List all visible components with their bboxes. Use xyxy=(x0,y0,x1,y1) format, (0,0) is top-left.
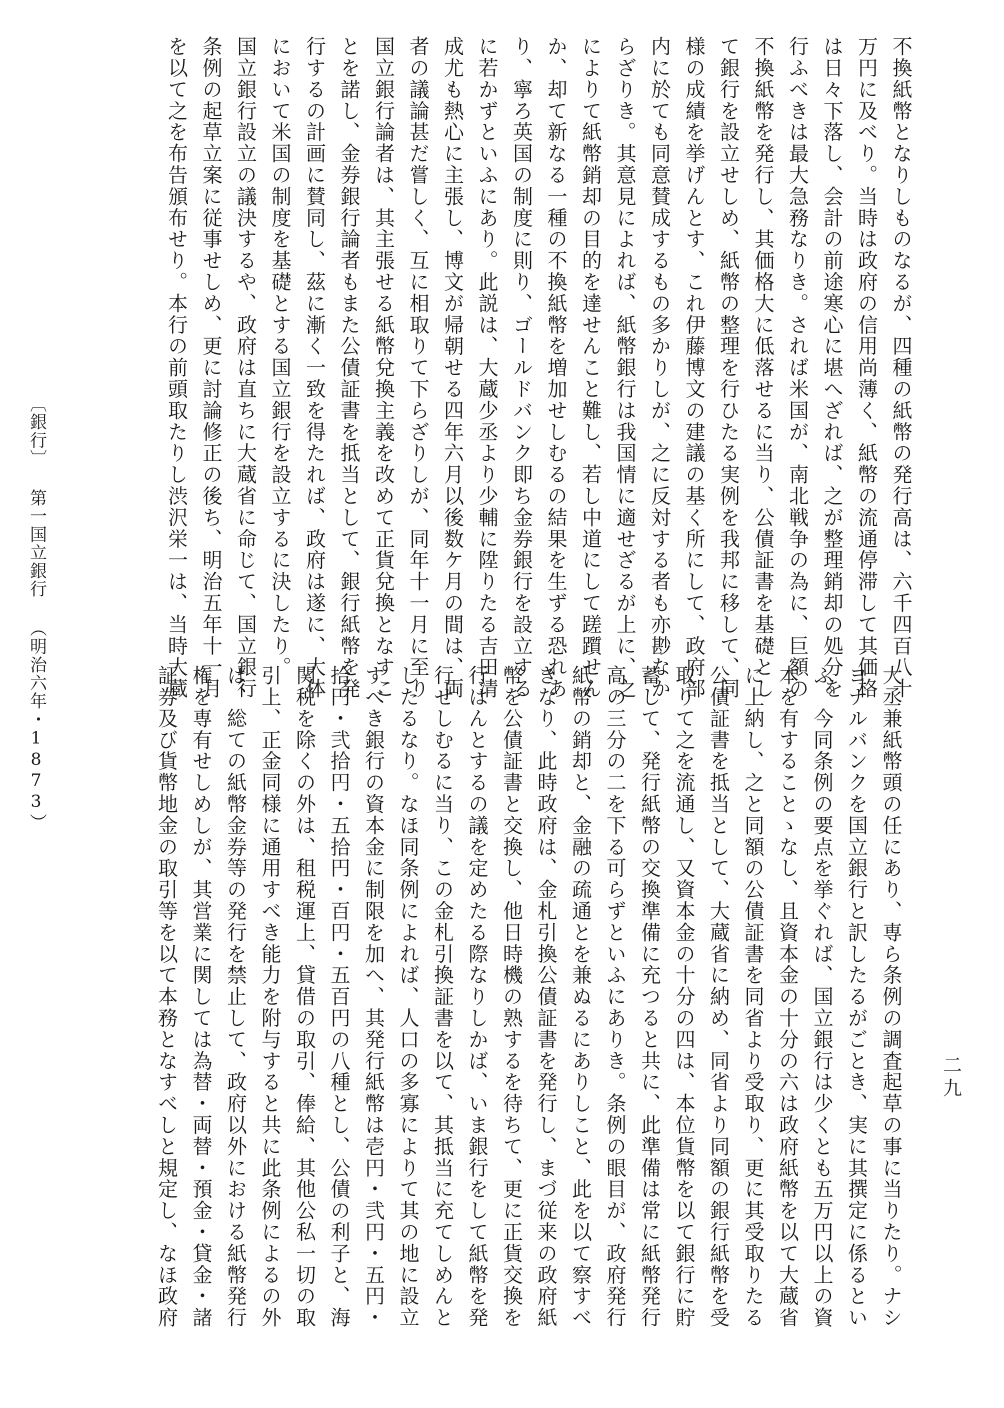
text-line: 不換紙幣を発行し、其価格大に低落せるに当り、公債証書を基礎とし xyxy=(751,36,775,700)
text-line: きなり、此時政府は、金札引換公債証書を発行し、まづ従来の政府紙 xyxy=(534,665,558,1329)
running-header: 〔銀行〕 第一国立銀行 （明治六年・1873） xyxy=(26,395,46,832)
text-line: 行せしむるに当り、この金札引換証書を以て、其抵当に充てしめんと xyxy=(430,665,455,1329)
text-line: て銀行を設立せしめ、紙幣の整理を行ひたる実例を我邦に移して、同 xyxy=(716,36,741,700)
text-line: 行するの計画に賛同し、茲に漸く一致を得たれば、政府は遂に、大体 xyxy=(302,36,327,700)
text-line: 成尤も熱心に主張し、博文が帰朝せる四年六月以後数ケ月の間は、両 xyxy=(440,36,465,700)
text-line: を以て之を布告頒布せり。本行の前頭取たりし渋沢栄一は、当時大蔵 xyxy=(164,36,189,700)
text-line: 引上、正金同様に通用すべき能力を附与すると共に此条例によるの外 xyxy=(258,665,282,1329)
text-line: 万円に及べり。当時は政府の信用尚薄く、紙幣の流通停滞して其価格 xyxy=(854,36,879,700)
text-line: 様の成績を挙げんとす、これ伊藤博文の建議の基く所にして、政府部 xyxy=(682,36,706,700)
text-line: すべき銀行の資本金に制限を加へ、其発行紙幣は壱円・弐円・五円・ xyxy=(361,665,386,1329)
text-line: ヨナルバンクを国立銀行と訳したるがごとき、実に其撰定に係るとい xyxy=(844,665,869,1329)
text-line: に上納し、之と同額の公債証書を同省より受取り、更に其受取りたる xyxy=(741,665,765,1329)
text-line: 内に於ても同意賛成するもの多かりしが、之に反対する者も亦尠なか xyxy=(647,36,672,700)
text-line: 行ふべきは最大急務なりき。されば米国が、南北戦争の為に、巨額の xyxy=(785,36,810,700)
text-line: 条例の起草立案に従事せしめ、更に討論修正の後ち、明治五年十一月 xyxy=(199,36,223,700)
text-line: は、総ての紙幣金券等の発行を禁止して、政府以外における紙幣発行 xyxy=(223,665,248,1329)
page-number: 二九 xyxy=(940,1055,962,1101)
text-line: 本を有することゝなし、且資本金の十分の六は政府紙幣を以て大蔵省 xyxy=(775,665,800,1329)
text-line: か、却て新なる一種の不換紙幣を増加せしむるの結果を生ずる恐れあ xyxy=(544,36,568,700)
text-line: 行はんとするの議を定めたる際なりしかば、いま銀行をして紙幣を発 xyxy=(465,665,489,1329)
upper-text-block xyxy=(48,36,918,700)
text-line: は日々下落し、会計の前途寒心に堪へざれば、之が整理銷却の処分を xyxy=(820,36,844,700)
text-line: 取りて之を流通し、又資本金の十分の四は、本位貨幣を以て銀行に貯 xyxy=(672,665,696,1329)
text-line: によりて紙幣銷却の目的を達せんこと難し、若し中道にして蹉躓せん xyxy=(578,36,603,700)
text-line: 者の議論甚だ嘗しく、互に相取りて下らざりしが、同年十一月に至り xyxy=(406,36,430,700)
text-line: 公債証書を抵当として、大蔵省に納め、同省より同額の銀行紙幣を受 xyxy=(706,665,731,1329)
text-line: 高の三分の二を下る可らずといふにありき。条例の眼目が、政府発行 xyxy=(603,665,627,1329)
text-line: に若かずといふにあり。此説は、大蔵少丞より少輔に陞りたる吉田清 xyxy=(475,36,499,700)
text-line: 蓄して、発行紙幣の交換準備に充つると共に、此準備は常に紙幣発行 xyxy=(637,665,662,1329)
text-line: において米国の制度を基礎とする国立銀行を設立するに決したり。 xyxy=(268,36,292,678)
text-line: り、寧ろ英国の制度に則り、ゴールドバンク即ち金券銀行を設立する xyxy=(509,36,534,700)
text-line: 証券及び貨幣地金の取引等を以て本務となすべしと規定し、なほ政府 xyxy=(154,665,179,1329)
text-line: 関税を除くの外は、租税運上、貸借の取引、俸給、其他公私一切の取 xyxy=(292,665,317,1329)
text-line: 拾円・弐拾円・五拾円・百円・五百円の八種とし、公債の利子と、海 xyxy=(327,665,351,1329)
lower-text-block xyxy=(58,665,908,1329)
text-line: 国立銀行論者は、其主張せる紙幣兌換主義を改めて正貨兌換となすこ xyxy=(371,36,396,700)
text-line: 幣を公債証書と交換し、他日時機の熟するを待ちて、更に正貨交換を xyxy=(499,665,524,1329)
text-line: らざりき。其意見によれば、紙幣銀行は我国情に適せざるが上に、之 xyxy=(613,36,637,700)
text-line: 権を専有せしめしが、其営業に関しては為替・両替・預金・貸金・諸 xyxy=(189,665,213,1329)
text-line: 大丞兼紙幣頭の任にあり、専ら条例の調査起草の事に当りたり。ナシ xyxy=(879,665,903,1329)
text-line: 不換紙幣となりしものなるが、四種の紙幣の発行高は、六千四百八十 xyxy=(889,36,913,700)
text-line: 国立銀行設立の議決するや、政府は直ちに大蔵省に命じて、国立銀行 xyxy=(233,36,258,700)
text-line: 紙幣の銷却と、金融の疏通とを兼ぬるにありしこと、此を以て察すべ xyxy=(568,665,593,1329)
text-line: ふ。今同条例の要点を挙ぐれば、国立銀行は少くとも五万円以上の資 xyxy=(810,665,834,1329)
text-line: したるなり。なほ同条例によれば、人口の多寡によりて其の地に設立 xyxy=(396,665,420,1329)
text-line: とを諾し、金券銀行論者もまた公債証書を抵当として、銀行紙幣を発 xyxy=(337,36,361,700)
